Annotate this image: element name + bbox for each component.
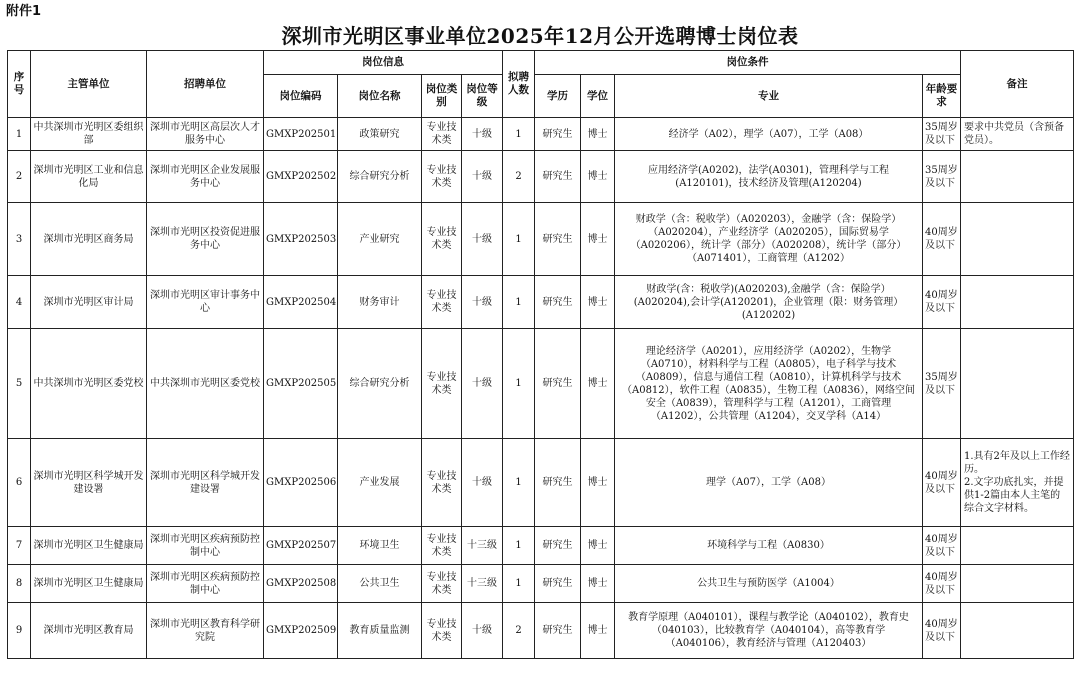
cell-count: 1 [503,118,535,151]
cell-level: 十三级 [462,527,503,565]
cell-note [961,527,1074,565]
table-row [8,527,1074,565]
cell-major: 公共卫生与预防医学（A1004） [615,565,923,603]
cell-level: 十级 [462,203,503,276]
cell-major: 经济学（A02），理学（A07），工学（A08） [615,118,923,151]
cell-count: 2 [503,151,535,203]
header-major: 专业 [615,75,923,118]
cell-degree: 博士 [581,203,615,276]
cell-type: 专业技术类 [422,276,462,329]
cell-level: 十三级 [462,565,503,603]
cell-unit: 深圳市光明区科学城开发建设署 [147,439,264,527]
cell-age: 40周岁及以下 [923,603,961,659]
cell-unit: 深圳市光明区投资促进服务中心 [147,203,264,276]
header-edu: 学历 [535,75,581,118]
cell-dept: 深圳市光明区科学城开发建设署 [31,439,147,527]
cell-code: GMXP202505 [264,329,338,439]
cell-code: GMXP202502 [264,151,338,203]
attachment-label: 附件1 [6,4,42,19]
cell-note [961,151,1074,203]
cell-count: 1 [503,565,535,603]
cell-edu: 研究生 [535,439,581,527]
cell-level: 十级 [462,329,503,439]
cell-edu: 研究生 [535,527,581,565]
cell-degree: 博士 [581,151,615,203]
cell-note [961,276,1074,329]
table-row [8,203,1074,276]
cell-dept: 深圳市光明区审计局 [31,276,147,329]
header-conditions: 岗位条件 [535,51,961,75]
table-row [8,439,1074,527]
cell-unit: 深圳市光明区企业发展服务中心 [147,151,264,203]
cell-major: 财政学(含：税收学)(A020203),金融学（含：保险学）(A020204),会计学(A120201)，企业管理（限：财务管理）(A120202) [615,276,923,329]
header-post-info: 岗位信息 [264,51,503,75]
header-remarks: 备注 [961,51,1074,118]
cell-edu: 研究生 [535,565,581,603]
cell-seq: 8 [8,565,31,603]
cell-note [961,203,1074,276]
cell-unit: 中共深圳市光明区委党校 [147,329,264,439]
cell-major: 教育学原理（A040101），课程与教学论（A040102），教育史（040103），比较教育学（A040104），高等教育学（A040106），教育经济与管理（A120403） [615,603,923,659]
cell-seq: 2 [8,151,31,203]
cell-dept: 中共深圳市光明区委组织部 [31,118,147,151]
cell-unit: 深圳市光明区疾病预防控制中心 [147,527,264,565]
cell-seq: 6 [8,439,31,527]
cell-count: 1 [503,276,535,329]
cell-type: 专业技术类 [422,527,462,565]
cell-edu: 研究生 [535,203,581,276]
header-post-type: 岗位类别 [422,75,462,118]
cell-name: 产业研究 [338,203,422,276]
cell-dept: 深圳市光明区教育局 [31,603,147,659]
header-degree: 学位 [581,75,615,118]
cell-count: 2 [503,603,535,659]
cell-name: 教育质量监测 [338,603,422,659]
cell-age: 40周岁及以下 [923,527,961,565]
cell-edu: 研究生 [535,151,581,203]
cell-major: 应用经济学(A0202)，法学(A0301)，管理科学与工程(A120101)，技术经济及管理(A120204) [615,151,923,203]
cell-degree: 博士 [581,276,615,329]
cell-type: 专业技术类 [422,439,462,527]
cell-note [961,565,1074,603]
cell-unit: 深圳市光明区疾病预防控制中心 [147,565,264,603]
page-title: 深圳市光明区事业单位2025年12月公开选聘博士岗位表 [281,24,799,48]
cell-name: 公共卫生 [338,565,422,603]
cell-seq: 9 [8,603,31,659]
cell-level: 十级 [462,276,503,329]
cell-degree: 博士 [581,329,615,439]
cell-type: 专业技术类 [422,603,462,659]
cell-type: 专业技术类 [422,151,462,203]
cell-dept: 深圳市光明区商务局 [31,203,147,276]
cell-code: GMXP202501 [264,118,338,151]
table-row [8,329,1074,439]
cell-degree: 博士 [581,527,615,565]
cell-code: GMXP202504 [264,276,338,329]
cell-code: GMXP202506 [264,439,338,527]
cell-name: 综合研究分析 [338,329,422,439]
header-dept: 主管单位 [31,51,147,118]
cell-level: 十级 [462,118,503,151]
cell-dept: 深圳市光明区工业和信息化局 [31,151,147,203]
cell-note [961,329,1074,439]
cell-name: 政策研究 [338,118,422,151]
cell-age: 40周岁及以下 [923,276,961,329]
cell-name: 综合研究分析 [338,151,422,203]
header-unit: 招聘单位 [147,51,264,118]
cell-age: 35周岁及以下 [923,329,961,439]
cell-major: 环境科学与工程（A0830） [615,527,923,565]
cell-type: 专业技术类 [422,203,462,276]
cell-unit: 深圳市光明区教育科学研究院 [147,603,264,659]
table-row [8,603,1074,659]
table-row [8,151,1074,203]
cell-seq: 7 [8,527,31,565]
header-age: 年龄要求 [923,75,961,118]
table-row [8,118,1074,151]
table-row [8,276,1074,329]
cell-dept: 中共深圳市光明区委党校 [31,329,147,439]
cell-age: 40周岁及以下 [923,565,961,603]
cell-count: 1 [503,527,535,565]
cell-level: 十级 [462,151,503,203]
cell-degree: 博士 [581,603,615,659]
cell-count: 1 [503,439,535,527]
cell-name: 环境卫生 [338,527,422,565]
cell-code: GMXP202507 [264,527,338,565]
cell-level: 十级 [462,603,503,659]
positions-table [7,50,1074,659]
cell-note [961,603,1074,659]
cell-count: 1 [503,329,535,439]
cell-code: GMXP202509 [264,603,338,659]
cell-degree: 博士 [581,439,615,527]
cell-level: 十级 [462,439,503,527]
cell-type: 专业技术类 [422,565,462,603]
cell-name: 产业发展 [338,439,422,527]
cell-age: 40周岁及以下 [923,439,961,527]
cell-degree: 博士 [581,118,615,151]
cell-note: 要求中共党员（含预备党员）。 [961,118,1074,151]
cell-dept: 深圳市光明区卫生健康局 [31,527,147,565]
cell-count: 1 [503,203,535,276]
cell-seq: 3 [8,203,31,276]
cell-name: 财务审计 [338,276,422,329]
cell-code: GMXP202503 [264,203,338,276]
cell-code: GMXP202508 [264,565,338,603]
header-count: 拟聘人数 [503,51,535,118]
table-row [8,565,1074,603]
cell-edu: 研究生 [535,276,581,329]
cell-age: 35周岁及以下 [923,151,961,203]
cell-edu: 研究生 [535,329,581,439]
header-post-level: 岗位等级 [462,75,503,118]
header-post-name: 岗位名称 [338,75,422,118]
cell-unit: 深圳市光明区高层次人才服务中心 [147,118,264,151]
cell-type: 专业技术类 [422,118,462,151]
cell-age: 35周岁及以下 [923,118,961,151]
cell-note: 1.具有2年及以上工作经历。 2.文字功底扎实，并提供1-2篇由本人主笔的综合文字材料。 [961,439,1074,527]
cell-type: 专业技术类 [422,329,462,439]
cell-degree: 博士 [581,565,615,603]
header-post-code: 岗位编码 [264,75,338,118]
cell-major: 财政学（含：税收学）（A020203），金融学（含：保险学）（A020204），产业经济学（A020205），国际贸易学（A020206），统计学（部分）（A020208），统计学（部分）（A071401），工商管理（A1202） [615,203,923,276]
cell-dept: 深圳市光明区卫生健康局 [31,565,147,603]
cell-age: 40周岁及以下 [923,203,961,276]
cell-seq: 4 [8,276,31,329]
cell-major: 理论经济学（A0201），应用经济学（A0202），生物学（A0710），材料科学与工程（A0805），电子科学与技术（A0809），信息与通信工程（A0810），计算机科学与技术（A0812），软件工程（A0835），生物工程（A0836），网络空间安全（A0839），管理科学与工程（A1201），工商管理（A1202），公共管理（A1204），交叉学科（A14） [615,329,923,439]
cell-seq: 5 [8,329,31,439]
cell-major: 理学（A07），工学（A08） [615,439,923,527]
cell-edu: 研究生 [535,118,581,151]
cell-edu: 研究生 [535,603,581,659]
cell-unit: 深圳市光明区审计事务中心 [147,276,264,329]
cell-seq: 1 [8,118,31,151]
header-seq: 序号 [8,51,31,118]
